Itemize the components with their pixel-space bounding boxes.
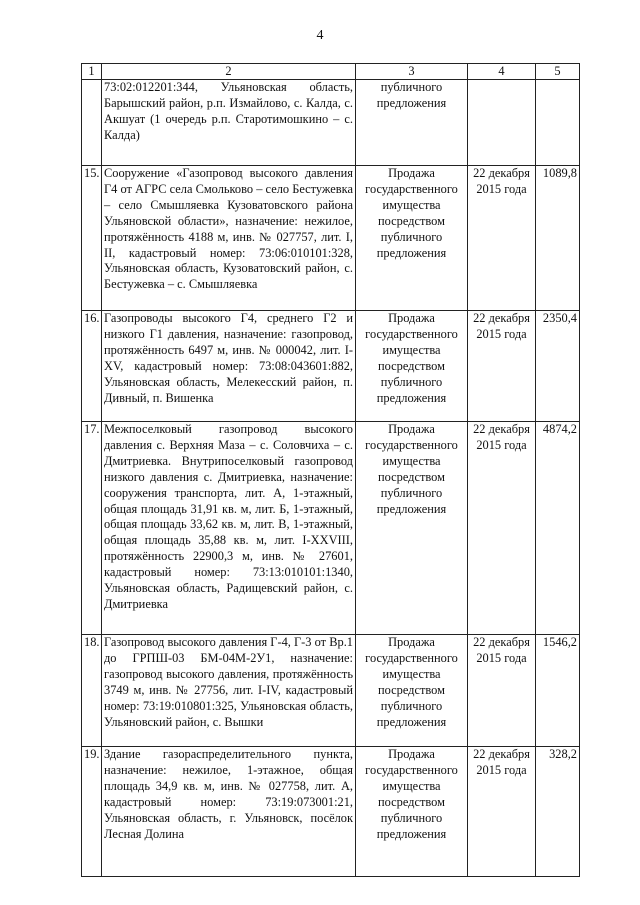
row-number: 17. [82, 422, 102, 635]
sale-date: 22 декабря 2015 года [468, 311, 536, 422]
header-row [82, 64, 580, 80]
sale-price: 1089,8 [536, 166, 580, 311]
sale-price: 2350,4 [536, 311, 580, 422]
sale-date [468, 80, 536, 166]
row-number: 19. [82, 747, 102, 877]
table-row [82, 166, 580, 311]
col-header-5: 5 [536, 64, 580, 80]
table-row [82, 635, 580, 747]
sale-date: 22 декабря 2015 года [468, 166, 536, 311]
property-description: Здание газораспределительного пункта, назначение: нежилое, 1-этажное, общая площадь 34,9 кв. м, инв. № 027758, лит. А, кадастровый номер: 73:19:073001:21, Ульяновская область, г. Ульяновск, посёлок Лесная Долина [102, 747, 356, 877]
col-header-1: 1 [82, 64, 102, 80]
table-row [82, 747, 580, 877]
sale-method: Продажа государственного имущества посредством публичного предложения [356, 635, 468, 747]
sale-method: Продажа государственного имущества посредством публичного предложения [356, 311, 468, 422]
row-number: 16. [82, 311, 102, 422]
sale-method: публичного предложения [356, 80, 468, 166]
col-header-2: 2 [102, 64, 356, 80]
property-description: Сооружение «Газопровод высокого давления Г4 от АГРС села Смольково – село Бестужевка – село Смышляевка Кузоватовского района Ульяновской области», назначение: нежилое, протяжённость 4188 м, инв. № 027757, лит. I, II, кадастровый номер: 73:06:010101:328, Ульяновская область, Кузоватовский район, с. Бестужевка – с. Смышляевка [102, 166, 356, 311]
col-header-4: 4 [468, 64, 536, 80]
property-description: Газопровод высокого давления Г-4, Г-3 от Вр.1 до ГРПШ-03 БМ-04М-2У1, назначение: газопровод высокого давления, протяжённость 3749 м, инв. № 27756, лит. I-IV, кадастровый номер: 73:19:010801:325, Ульяновская область, Ульяновский район, с. Вышки [102, 635, 356, 747]
sale-price: 4874,2 [536, 422, 580, 635]
col-header-3: 3 [356, 64, 468, 80]
sale-date: 22 декабря 2015 года [468, 635, 536, 747]
page-number: 4 [316, 28, 324, 43]
sale-method: Продажа государственного имущества посредством публичного предложения [356, 166, 468, 311]
table-row [82, 311, 580, 422]
sale-method: Продажа государственного имущества посредством публичного предложения [356, 422, 468, 635]
sale-price: 1546,2 [536, 635, 580, 747]
sale-date: 22 декабря 2015 года [468, 422, 536, 635]
row-number: 18. [82, 635, 102, 747]
table-row [82, 422, 580, 635]
sale-date: 22 декабря 2015 года [468, 747, 536, 877]
sale-method: Продажа государственного имущества посредством публичного предложения [356, 747, 468, 877]
property-description: Газопроводы высокого Г4, среднего Г2 и низкого Г1 давления, назначение: газопровод, протяжённость 6497 м, инв. № 000042, лит. I-XV, кадастровый номер: 73:08:043601:882, Ульяновская область, Мелекесский район, п. Дивный, п. Вишенка [102, 311, 356, 422]
row-number [82, 80, 102, 166]
property-table [81, 63, 580, 877]
sale-price: 328,2 [536, 747, 580, 877]
table-row [82, 80, 580, 166]
row-number: 15. [82, 166, 102, 311]
property-description: Межпоселковый газопровод высокого давления с. Верхняя Маза – с. Соловчиха – с. Дмитриевка. Внутрипоселковый газопровод низкого давления с. Дмитриевка, назначение: сооружения транспорта, лит. А, 1-этажный, общая площадь 31,91 кв. м, лит. Б, 1-этажный, общая площадь 33,62 кв. м, лит. В, 1-этажный, общая площадь 35,88 кв. м, лит. I-XXVIII, протяжённость 22900,3 м, инв. № 27601, кадастровый номер: 73:13:010101:1340, Ульяновская область, Радищевский район, с. Дмитриевка [102, 422, 356, 635]
property-description: 73:02:012201:344, Ульяновская область, Барышский район, р.п. Измайлово, с. Калда, с. Акшуат (1 очередь р.п. Старотимошкино – с. Калда) [102, 80, 356, 166]
sale-price [536, 80, 580, 166]
